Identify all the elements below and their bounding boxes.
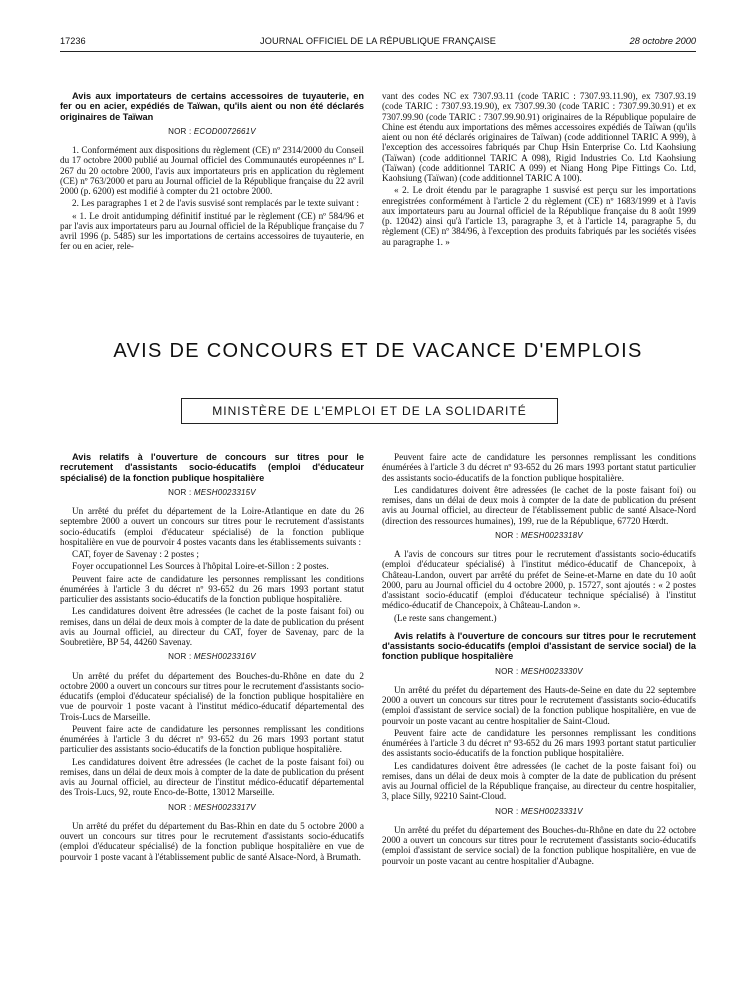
paragraph: Les candidatures doivent être adressées (le cachet de la poste faisant foi) ou remises, dans un délai de deux mois à compter de la date de publication du présent avis au Journal officiel, au directeur de l'établissement public de santé Alsace-Nord (direction des ressources humaines), 199, rue de la République, 67720 Hœrdt. (382, 484, 696, 526)
nor-reference (60, 127, 364, 137)
nor-reference (60, 488, 364, 498)
header-rule (60, 51, 696, 52)
ministry-heading: MINISTÈRE DE L'EMPLOI ET DE LA SOLIDARITÉ (181, 398, 558, 424)
paragraph: CAT, foyer de Savenay : 2 postes ; (72, 549, 199, 560)
issue-date: 28 octobre 2000 (629, 36, 696, 46)
nor-code: MESH0023315V (193, 487, 256, 497)
top-left-column (60, 91, 364, 252)
nor-code: ECOD0072661V (193, 126, 256, 136)
nor-code: MESH0023317V (193, 802, 256, 812)
journal-name: JOURNAL OFFICIEL DE LA RÉPUBLIQUE FRANÇAISE (260, 36, 496, 46)
paragraph: Un arrêté du préfet du département des Hauts-de-Seine en date du 22 septembre 2000 a ouvert un concours sur titres pour le recrutement d'assistants socio-éducatifs (emploi d'assistant de service social) de la fonction publique hospitalière, en vue de pourvoir un poste vacant au centre hospitalier de Saint-Cloud. (382, 684, 696, 726)
paragraph: « 2. Le droit étendu par le paragraphe 1 susvisé est perçu sur les importations enregistrées conformément à l'article 2 du règlement (CE) nº 1683/1999 et à l'avis aux importateurs paru au Journal officiel de la République française du 8 août 1999 (p. 12042) ainsi qu'à l'article 13, paragraphe 3, et à l'article 14, paragraphe 5, du règlement (CE) nº 384/96, à l'exception des produits fabriqués par les sociétés visées au paragraphe 1. » (382, 185, 696, 247)
notice-title: Avis relatifs à l'ouverture de concours sur titres pour le recrutement d'assistants socio-éducatifs (emploi d'éducateur spécialisé) de la fonction publique hospitalière (60, 452, 364, 483)
nor-code: MESH0023330V (520, 666, 583, 676)
paragraph: (Le reste sans changement.) (394, 612, 497, 623)
nor-label: NOR : (495, 530, 519, 540)
nor-reference (382, 531, 696, 541)
paragraph: Un arrêté du préfet du département des Bouches-du-Rhône en date du 22 octobre 2000 a ouvert un concours sur titres pour le recrutement d'assistants socio-éducatifs (emploi d'assistant de service social) de la fonction publique hospitalière, en vue de pourvoir un poste vacant au centre hospitalier d'Aubagne. (382, 824, 696, 866)
nor-reference (60, 803, 364, 813)
nor-code: MESH0023316V (193, 652, 256, 662)
paragraph: 1. Conformément aux dispositions du règlement (CE) nº 2314/2000 du Conseil du 17 octobre 2000 publié au Journal officiel des Communautés européennes nº L 267 du 20 octobre 2000, l'avis aux importateurs pris en application du règlement (CE) nº 763/2000 et paru au Journal officiel de la République française du 22 avril 2000 (p. 6200) est modifié à compter du 21 octobre 2000. (60, 145, 364, 197)
nor-label: NOR : (168, 802, 192, 812)
nor-code: MESH0023318V (520, 530, 583, 540)
paragraph: 2. Les paragraphes 1 et 2 de l'avis susvisé sont remplacés par le texte suivant : (72, 198, 359, 209)
bottom-right-column (382, 452, 696, 866)
nor-reference (382, 807, 696, 817)
nor-label: NOR : (168, 652, 192, 662)
nor-label: NOR : (495, 666, 519, 676)
paragraph: Un arrêté du préfet du département du Bas-Rhin en date du 5 octobre 2000 a ouvert un concours sur titres pour le recrutement d'assistants socio-éducatifs (emploi d'éducateur spécialisé) de la fonction publique hospitalière en vue de pourvoir 1 poste vacant à l'établissement public de santé Alsace-Nord, à Brumath. (60, 820, 364, 862)
nor-label: NOR : (168, 126, 192, 136)
nor-label: NOR : (495, 806, 519, 816)
paragraph: Les candidatures doivent être adressées (le cachet de la poste faisant foi) ou remises, dans un délai de deux mois à compter de la date de publication du présent avis au Journal officiel de la République française, au directeur du centre hospitalier, 3, place Silly, 92210 Saint-Cloud. (382, 760, 696, 802)
page-header (60, 36, 696, 48)
nor-label: NOR : (168, 487, 192, 497)
paragraph: Foyer occupationnel Les Sources à l'hôpital Loire-et-Sillon : 2 postes. (72, 561, 329, 572)
nor-reference (60, 652, 364, 662)
paragraph: Un arrêté du préfet du département de la Loire-Atlantique en date du 26 septembre 2000 a ouvert un concours sur titres pour le recrutement d'assistants socio-éducatifs (emploi d'éducateur spécialisé) de la fonction publique hospitalière en vue de pourvoir 4 postes vacants dans les établissements suivants : (60, 506, 364, 547)
paragraph: Peuvent faire acte de candidature les personnes remplissant les conditions énumérées à l'article 3 du décret nº 93-652 du 26 mars 1993 portant statut particulier des assistants socio-éducatifs de la fonction publique hospitalière. (60, 723, 364, 755)
paragraph: Peuvent faire acte de candidature les personnes remplissant les conditions énumérées à l'article 3 du décret nº 93-652 du 26 mars 1993 portant statut particulier des assistants socio-éducatifs de la fonction publique hospitalière. (382, 452, 696, 483)
paragraph: Les candidatures doivent être adressées (le cachet de la poste faisant foi) ou remises, dans un délai de deux mois à compter de la date de publication du présent avis au Journal officiel, au directeur du CAT, foyer de Savenay, parc de la Soubretière, BP 54, 44260 Savenay. (60, 606, 364, 648)
paragraph: vant des codes NC ex 7307.93.11 (code TARIC : 7307.93.11.90), ex 7307.93.19 (code TARIC : 7307.93.19.90), ex 7307.99.30 (code TARIC : 7307.99.30.91) et ex 7307.99.90 (code TARIC : 7307.99.90.91) originaires de la République populaire de Chine est étendu aux importations des mêmes accessoires expédiés de Taïwan (qu'ils aient ou non été déclarés originaires de Taïwan) (code additionnel TARIC A 999), à l'exception des accessoires fabriqués par Chup Hsin Enterprise Co. Ltd Kaohsiung (Taïwan) (code additionnel TARIC A 098), Rigid Industries Co. Ltd Kaohsiung (Taïwan) (code additionnel TARIC A 099) et Niang Hong Pipe Fittings Co. Ltd, Kaohsiung (Taïwan) (code additionnel TARIC A 100). (382, 91, 696, 183)
page-number: 17236 (60, 36, 86, 46)
paragraph: A l'avis de concours sur titres pour le recrutement d'assistants socio-éducatifs (emploi d'éducateur spécialisé) à l'institut médico-éducatif de Chancepoix, à Château-Landon, ouvert par arrêté du préfet de Seine-et-Marne en date du 10 août 2000, paru au Journal officiel du 4 octobre 2000, p. 15727, sont ajoutés : « 2 postes d'assistant socio-éducatif (emploi d'éducateur technique spécialisé) à l'institut médico-éducatif de Chancepoix, à Château-Landon ». (382, 549, 696, 611)
nor-reference (382, 667, 696, 677)
paragraph: Un arrêté du préfet du département des Bouches-du-Rhône en date du 2 octobre 2000 a ouvert un concours sur titres pour le recrutement d'assistants socio-éducatifs (emploi d'éducateur spécialisé) de la fonction publique hospitalière en vue de pourvoir 1 poste vacant à l'institut médico-éducatif départemental des Trois-Lucs de Marseille. (60, 670, 364, 722)
bottom-left-column (60, 452, 364, 862)
paragraph: Les candidatures doivent être adressées (le cachet de la poste faisant foi) ou remises, dans un délai de deux mois à compter de la date de publication du présent avis au Journal officiel, au directeur de l'institut médico-éducatif départemental des Trois-Lucs, 92, route Enco-de-Botte, 13012 Marseille. (60, 756, 364, 798)
paragraph: Peuvent faire acte de candidature les personnes remplissant les conditions énumérées à l'article 3 du décret nº 93-652 du 26 mars 1993 portant statut particulier des assistants socio-éducatifs de la fonction publique hospitalière. (60, 573, 364, 605)
notice-title: Avis aux importateurs de certains accessoires de tuyauterie, en fer ou en acier, expédiés de Taïwan, qu'ils aient ou non été déclarés originaires de Taïwan (60, 91, 364, 122)
nor-code: MESH0023331V (520, 806, 583, 816)
notice-title: Avis relatifs à l'ouverture de concours sur titres pour le recrutement d'assistants socio-éducatifs (emploi d'assistant de service social) de la fonction publique hospitalière (382, 630, 696, 662)
paragraph: « 1. Le droit antidumping définitif institué par le règlement (CE) nº 584/96 et par l'avis aux importateurs paru au Journal officiel de la République française du 7 avril 1996 (p. 5485) sur les importations de certains accessoires de tuyauterie, en fer ou en acier, rele- (60, 210, 364, 252)
top-right-column (382, 91, 696, 247)
paragraph: Peuvent faire acte de candidature les personnes remplissant les conditions énumérées à l'article 3 du décret nº 93-652 du 26 mars 1993 portant statut particulier des assistants socio-éducatifs de la fonction publique hospitalière. (382, 727, 696, 759)
section-title: AVIS DE CONCOURS ET DE VACANCE D'EMPLOIS (113, 340, 643, 362)
